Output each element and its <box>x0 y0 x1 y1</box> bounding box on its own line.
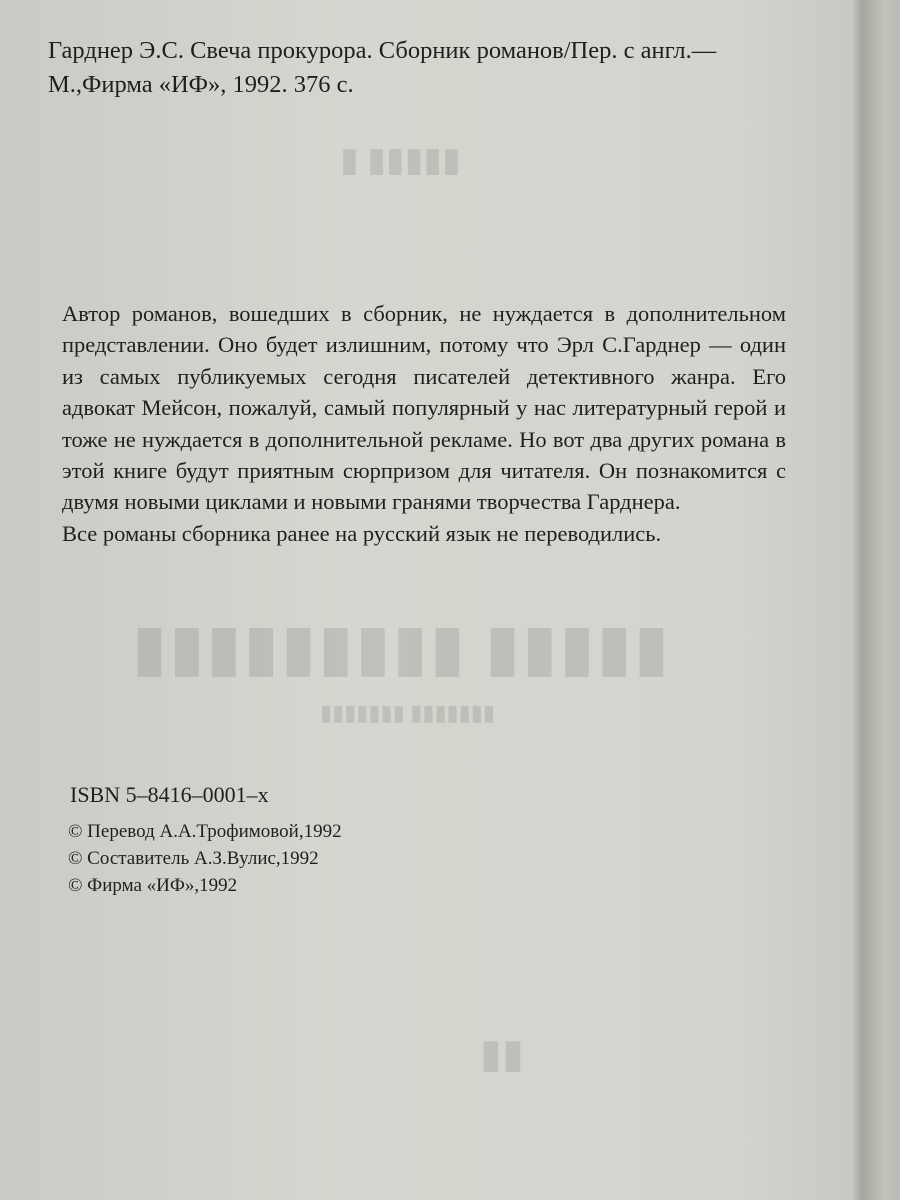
adjacent-page-edge <box>862 0 900 1200</box>
show-through-text: ▮▮▮▮▮ ▮▮▮▮▮▮▮▮▮ <box>130 612 670 683</box>
annotation <box>62 298 786 549</box>
bibliographic-record-line: М.,Фирма «ИФ», 1992. 376 с. <box>48 71 354 98</box>
annotation-paragraph: Автор романов, вошедших в сборник, не нуждается в дополнительном представлении. Оно будет излишним, потому что Эрл С.Гарднер — один из самых публикуемых сегодня писателей детективного жанра. Его адвокат Мейсон, пожалуй, самый популярный у нас литературный герой и тоже не нуждается в дополнительной рекламе. Но вот два других романа в этой книге будут приятным сюрпризом для читателя. Он познакомится с двумя новыми циклами и новыми гранями творчества Гарднера. <box>62 301 786 515</box>
annotation-paragraph: Все романы сборника ранее на русский язык не переводились. <box>62 520 662 546</box>
copyright-list <box>68 818 342 899</box>
bibliographic-record <box>48 34 828 102</box>
isbn: ISBN 5–8416–0001–x <box>70 782 269 807</box>
show-through-text: ▮▮▮▮▮▮▮ ▮▮▮▮▮▮▮ <box>320 700 495 725</box>
copyright-line: © Составитель А.З.Вулис,1992 <box>68 848 319 869</box>
show-through-logo: ▮▮ <box>480 1031 525 1076</box>
copyright-line: © Фирма «ИФ»,1992 <box>68 875 238 896</box>
spine-shadow <box>852 0 862 1200</box>
show-through-text: ▮▮▮▮▮ ▮ <box>340 142 461 179</box>
copyright-line: © Перевод А.А.Трофимовой,1992 <box>68 821 342 842</box>
bibliographic-record-line: Гарднер Э.С. Свеча прокурора. Сборник романов/Пер. с англ.— <box>48 37 717 64</box>
